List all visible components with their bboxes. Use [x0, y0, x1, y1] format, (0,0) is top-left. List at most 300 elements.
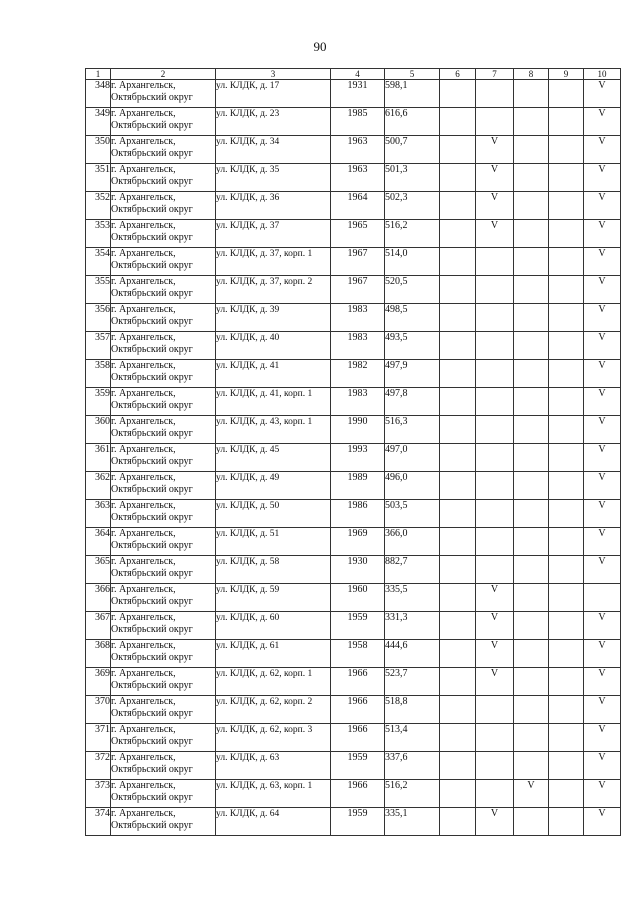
mark-col-8 — [514, 808, 549, 836]
column-number-header-row — [86, 69, 621, 80]
mark-col-6 — [440, 360, 476, 388]
mark-col-6 — [440, 584, 476, 612]
street-address: ул. КЛДК, д. 58 — [216, 556, 331, 584]
street-address: ул. КЛДК, д. 62, корп. 1 — [216, 668, 331, 696]
mark-col-10: V — [584, 332, 621, 360]
mark-col-6 — [440, 220, 476, 248]
mark-col-7 — [476, 248, 514, 276]
settlement-cell — [111, 332, 216, 360]
mark-col-9 — [549, 696, 584, 724]
mark-col-9 — [549, 668, 584, 696]
column-header: 5 — [385, 69, 440, 80]
city-name: г. Архангельск, — [111, 640, 176, 651]
area-value: 335,5 — [385, 584, 440, 612]
city-name: г. Архангельск, — [111, 556, 176, 567]
mark-col-9 — [549, 640, 584, 668]
mark-col-7: V — [476, 668, 514, 696]
street-address: ул. КЛДК, д. 60 — [216, 612, 331, 640]
mark-col-9 — [549, 192, 584, 220]
row-number: 370 — [86, 696, 111, 724]
settlement-cell — [111, 388, 216, 416]
construction-year: 1986 — [331, 500, 385, 528]
mark-col-7 — [476, 360, 514, 388]
mark-col-6 — [440, 472, 476, 500]
row-number: 372 — [86, 752, 111, 780]
mark-col-8 — [514, 444, 549, 472]
mark-col-6 — [440, 808, 476, 836]
district-name: Октябрьский округ — [111, 652, 193, 663]
city-name: г. Архангельск, — [111, 668, 176, 679]
mark-col-9 — [549, 360, 584, 388]
area-value: 496,0 — [385, 472, 440, 500]
area-value: 516,3 — [385, 416, 440, 444]
mark-col-7 — [476, 444, 514, 472]
district-name: Октябрьский округ — [111, 456, 193, 467]
mark-col-8 — [514, 696, 549, 724]
mark-col-9 — [549, 808, 584, 836]
city-name: г. Архангельск, — [111, 752, 176, 763]
table-row — [86, 332, 621, 360]
mark-col-9 — [549, 164, 584, 192]
district-name: Октябрьский округ — [111, 232, 193, 243]
city-name: г. Архангельск, — [111, 220, 176, 231]
mark-col-10: V — [584, 416, 621, 444]
city-name: г. Архангельск, — [111, 276, 176, 287]
mark-col-6 — [440, 528, 476, 556]
mark-col-10: V — [584, 192, 621, 220]
mark-col-9 — [549, 108, 584, 136]
street-address: ул. КЛДК, д. 41, корп. 1 — [216, 388, 331, 416]
row-number: 352 — [86, 192, 111, 220]
table-row — [86, 696, 621, 724]
mark-col-7: V — [476, 584, 514, 612]
construction-year: 1985 — [331, 108, 385, 136]
mark-col-9 — [549, 276, 584, 304]
district-name: Октябрьский округ — [111, 624, 193, 635]
area-value: 366,0 — [385, 528, 440, 556]
mark-col-9 — [549, 332, 584, 360]
district-name: Октябрьский округ — [111, 176, 193, 187]
mark-col-6 — [440, 80, 476, 108]
table-row — [86, 360, 621, 388]
settlement-cell — [111, 444, 216, 472]
settlement-cell — [111, 136, 216, 164]
city-name: г. Архангельск, — [111, 248, 176, 259]
construction-year: 1990 — [331, 416, 385, 444]
area-value: 503,5 — [385, 500, 440, 528]
mark-col-6 — [440, 108, 476, 136]
street-address: ул. КЛДК, д. 61 — [216, 640, 331, 668]
district-name: Октябрьский округ — [111, 792, 193, 803]
settlement-cell — [111, 556, 216, 584]
mark-col-7 — [476, 80, 514, 108]
mark-col-6 — [440, 556, 476, 584]
district-name: Октябрьский округ — [111, 260, 193, 271]
settlement-cell — [111, 500, 216, 528]
construction-year: 1966 — [331, 724, 385, 752]
mark-col-10: V — [584, 304, 621, 332]
row-number: 363 — [86, 500, 111, 528]
mark-col-6 — [440, 780, 476, 808]
row-number: 357 — [86, 332, 111, 360]
city-name: г. Архангельск, — [111, 360, 176, 371]
construction-year: 1958 — [331, 640, 385, 668]
city-name: г. Архангельск, — [111, 500, 176, 511]
district-name: Октябрьский округ — [111, 428, 193, 439]
settlement-cell — [111, 360, 216, 388]
district-name: Октябрьский округ — [111, 372, 193, 383]
table-row — [86, 808, 621, 836]
mark-col-8 — [514, 80, 549, 108]
city-name: г. Архангельск, — [111, 108, 176, 119]
mark-col-7: V — [476, 136, 514, 164]
mark-col-10: V — [584, 220, 621, 248]
mark-col-8 — [514, 556, 549, 584]
column-header: 2 — [111, 69, 216, 80]
city-name: г. Архангельск, — [111, 724, 176, 735]
city-name: г. Архангельск, — [111, 808, 176, 819]
street-address: ул. КЛДК, д. 37, корп. 2 — [216, 276, 331, 304]
mark-col-9 — [549, 80, 584, 108]
city-name: г. Архангельск, — [111, 780, 176, 791]
city-name: г. Архангельск, — [111, 584, 176, 595]
mark-col-8: V — [514, 780, 549, 808]
mark-col-9 — [549, 500, 584, 528]
mark-col-7 — [476, 388, 514, 416]
mark-col-7: V — [476, 640, 514, 668]
settlement-cell — [111, 640, 216, 668]
area-value: 331,3 — [385, 612, 440, 640]
area-value: 598,1 — [385, 80, 440, 108]
table-row — [86, 612, 621, 640]
settlement-cell — [111, 724, 216, 752]
mark-col-6 — [440, 612, 476, 640]
mark-col-10: V — [584, 780, 621, 808]
mark-col-6 — [440, 248, 476, 276]
district-name: Октябрьский округ — [111, 484, 193, 495]
mark-col-8 — [514, 724, 549, 752]
construction-year: 1965 — [331, 220, 385, 248]
city-name: г. Архангельск, — [111, 80, 176, 91]
mark-col-7 — [476, 416, 514, 444]
street-address: ул. КЛДК, д. 39 — [216, 304, 331, 332]
city-name: г. Архангельск, — [111, 304, 176, 315]
area-value: 502,3 — [385, 192, 440, 220]
mark-col-10: V — [584, 528, 621, 556]
construction-year: 1959 — [331, 808, 385, 836]
area-value: 501,3 — [385, 164, 440, 192]
area-value: 497,9 — [385, 360, 440, 388]
mark-col-10: V — [584, 248, 621, 276]
settlement-cell — [111, 276, 216, 304]
mark-col-7 — [476, 724, 514, 752]
mark-col-10 — [584, 584, 621, 612]
row-number: 365 — [86, 556, 111, 584]
mark-col-6 — [440, 136, 476, 164]
mark-col-8 — [514, 528, 549, 556]
mark-col-8 — [514, 220, 549, 248]
city-name: г. Архангельск, — [111, 612, 176, 623]
street-address: ул. КЛДК, д. 40 — [216, 332, 331, 360]
district-name: Октябрьский округ — [111, 148, 193, 159]
mark-col-7 — [476, 304, 514, 332]
row-number: 364 — [86, 528, 111, 556]
city-name: г. Архангельск, — [111, 192, 176, 203]
construction-year: 1931 — [331, 80, 385, 108]
construction-year: 1967 — [331, 248, 385, 276]
housing-registry-table — [85, 68, 621, 836]
street-address: ул. КЛДК, д. 59 — [216, 584, 331, 612]
mark-col-9 — [549, 528, 584, 556]
street-address: ул. КЛДК, д. 43, корп. 1 — [216, 416, 331, 444]
mark-col-6 — [440, 640, 476, 668]
mark-col-10: V — [584, 108, 621, 136]
construction-year: 1963 — [331, 164, 385, 192]
mark-col-6 — [440, 752, 476, 780]
row-number: 354 — [86, 248, 111, 276]
construction-year: 1983 — [331, 304, 385, 332]
district-name: Октябрьский округ — [111, 764, 193, 775]
district-name: Октябрьский округ — [111, 820, 193, 831]
district-name: Октябрьский округ — [111, 344, 193, 355]
street-address: ул. КЛДК, д. 34 — [216, 136, 331, 164]
mark-col-8 — [514, 640, 549, 668]
row-number: 353 — [86, 220, 111, 248]
mark-col-7 — [476, 556, 514, 584]
mark-col-9 — [549, 556, 584, 584]
mark-col-10: V — [584, 640, 621, 668]
street-address: ул. КЛДК, д. 63 — [216, 752, 331, 780]
mark-col-10: V — [584, 276, 621, 304]
row-number: 369 — [86, 668, 111, 696]
settlement-cell — [111, 808, 216, 836]
settlement-cell — [111, 192, 216, 220]
mark-col-8 — [514, 668, 549, 696]
row-number: 368 — [86, 640, 111, 668]
construction-year: 1963 — [331, 136, 385, 164]
mark-col-8 — [514, 416, 549, 444]
row-number: 371 — [86, 724, 111, 752]
column-header: 4 — [331, 69, 385, 80]
table-row — [86, 304, 621, 332]
row-number: 373 — [86, 780, 111, 808]
construction-year: 1982 — [331, 360, 385, 388]
row-number: 349 — [86, 108, 111, 136]
street-address: ул. КЛДК, д. 17 — [216, 80, 331, 108]
mark-col-6 — [440, 276, 476, 304]
row-number: 355 — [86, 276, 111, 304]
mark-col-9 — [549, 248, 584, 276]
city-name: г. Архангельск, — [111, 472, 176, 483]
row-number: 362 — [86, 472, 111, 500]
mark-col-9 — [549, 220, 584, 248]
column-header: 7 — [476, 69, 514, 80]
mark-col-9 — [549, 752, 584, 780]
row-number: 350 — [86, 136, 111, 164]
table-row — [86, 108, 621, 136]
mark-col-9 — [549, 612, 584, 640]
street-address: ул. КЛДК, д. 36 — [216, 192, 331, 220]
area-value: 520,5 — [385, 276, 440, 304]
area-value: 523,7 — [385, 668, 440, 696]
mark-col-8 — [514, 248, 549, 276]
mark-col-6 — [440, 668, 476, 696]
column-header: 9 — [549, 69, 584, 80]
mark-col-8 — [514, 108, 549, 136]
mark-col-6 — [440, 304, 476, 332]
construction-year: 1966 — [331, 780, 385, 808]
settlement-cell — [111, 752, 216, 780]
table-row — [86, 192, 621, 220]
settlement-cell — [111, 304, 216, 332]
column-header: 8 — [514, 69, 549, 80]
street-address: ул. КЛДК, д. 45 — [216, 444, 331, 472]
mark-col-6 — [440, 444, 476, 472]
mark-col-7: V — [476, 808, 514, 836]
mark-col-6 — [440, 192, 476, 220]
row-number: 351 — [86, 164, 111, 192]
mark-col-6 — [440, 724, 476, 752]
area-value: 337,6 — [385, 752, 440, 780]
mark-col-10: V — [584, 696, 621, 724]
area-value: 497,0 — [385, 444, 440, 472]
city-name: г. Архангельск, — [111, 332, 176, 343]
mark-col-6 — [440, 696, 476, 724]
row-number: 367 — [86, 612, 111, 640]
mark-col-8 — [514, 360, 549, 388]
settlement-cell — [111, 80, 216, 108]
mark-col-6 — [440, 164, 476, 192]
column-header: 6 — [440, 69, 476, 80]
mark-col-8 — [514, 472, 549, 500]
street-address: ул. КЛДК, д. 23 — [216, 108, 331, 136]
city-name: г. Архангельск, — [111, 388, 176, 399]
mark-col-9 — [549, 724, 584, 752]
mark-col-8 — [514, 164, 549, 192]
area-value: 498,5 — [385, 304, 440, 332]
district-name: Октябрьский округ — [111, 568, 193, 579]
mark-col-8 — [514, 752, 549, 780]
page-number: 90 — [313, 39, 327, 54]
mark-col-9 — [549, 472, 584, 500]
construction-year: 1969 — [331, 528, 385, 556]
row-number: 374 — [86, 808, 111, 836]
mark-col-10: V — [584, 808, 621, 836]
mark-col-6 — [440, 500, 476, 528]
mark-col-7 — [476, 500, 514, 528]
street-address: ул. КЛДК, д. 63, корп. 1 — [216, 780, 331, 808]
mark-col-7: V — [476, 612, 514, 640]
street-address: ул. КЛДК, д. 64 — [216, 808, 331, 836]
row-number: 366 — [86, 584, 111, 612]
area-value: 513,4 — [385, 724, 440, 752]
row-number: 348 — [86, 80, 111, 108]
mark-col-9 — [549, 584, 584, 612]
mark-col-9 — [549, 416, 584, 444]
construction-year: 1993 — [331, 444, 385, 472]
mark-col-10: V — [584, 136, 621, 164]
street-address: ул. КЛДК, д. 49 — [216, 472, 331, 500]
street-address: ул. КЛДК, д. 37, корп. 1 — [216, 248, 331, 276]
area-value: 616,6 — [385, 108, 440, 136]
table-row — [86, 416, 621, 444]
mark-col-10: V — [584, 668, 621, 696]
construction-year: 1960 — [331, 584, 385, 612]
street-address: ул. КЛДК, д. 51 — [216, 528, 331, 556]
table-row — [86, 724, 621, 752]
construction-year: 1964 — [331, 192, 385, 220]
area-value: 516,2 — [385, 780, 440, 808]
mark-col-9 — [549, 304, 584, 332]
settlement-cell — [111, 612, 216, 640]
district-name: Октябрьский округ — [111, 596, 193, 607]
district-name: Октябрьский округ — [111, 512, 193, 523]
mark-col-6 — [440, 388, 476, 416]
settlement-cell — [111, 220, 216, 248]
city-name: г. Архангельск, — [111, 136, 176, 147]
construction-year: 1966 — [331, 668, 385, 696]
construction-year: 1959 — [331, 752, 385, 780]
table-row — [86, 528, 621, 556]
mark-col-7 — [476, 780, 514, 808]
mark-col-10: V — [584, 612, 621, 640]
mark-col-10: V — [584, 164, 621, 192]
street-address: ул. КЛДК, д. 62, корп. 2 — [216, 696, 331, 724]
district-name: Октябрьский округ — [111, 680, 193, 691]
construction-year: 1967 — [331, 276, 385, 304]
row-number: 358 — [86, 360, 111, 388]
city-name: г. Архангельск, — [111, 164, 176, 175]
settlement-cell — [111, 696, 216, 724]
settlement-cell — [111, 164, 216, 192]
table-row — [86, 556, 621, 584]
district-name: Октябрьский округ — [111, 400, 193, 411]
settlement-cell — [111, 416, 216, 444]
area-value: 514,0 — [385, 248, 440, 276]
construction-year: 1983 — [331, 388, 385, 416]
area-value: 335,1 — [385, 808, 440, 836]
area-value: 493,5 — [385, 332, 440, 360]
mark-col-7 — [476, 276, 514, 304]
construction-year: 1930 — [331, 556, 385, 584]
mark-col-10: V — [584, 724, 621, 752]
street-address: ул. КЛДК, д. 37 — [216, 220, 331, 248]
area-value: 516,2 — [385, 220, 440, 248]
area-value: 444,6 — [385, 640, 440, 668]
district-name: Октябрьский округ — [111, 120, 193, 131]
area-value: 518,8 — [385, 696, 440, 724]
construction-year: 1989 — [331, 472, 385, 500]
mark-col-8 — [514, 136, 549, 164]
mark-col-6 — [440, 416, 476, 444]
settlement-cell — [111, 668, 216, 696]
mark-col-10: V — [584, 388, 621, 416]
mark-col-7: V — [476, 220, 514, 248]
row-number: 361 — [86, 444, 111, 472]
settlement-cell — [111, 780, 216, 808]
city-name: г. Архангельск, — [111, 444, 176, 455]
mark-col-9 — [549, 136, 584, 164]
table-row — [86, 668, 621, 696]
table-row — [86, 276, 621, 304]
mark-col-7 — [476, 752, 514, 780]
district-name: Октябрьский округ — [111, 540, 193, 551]
table-row — [86, 640, 621, 668]
mark-col-10: V — [584, 556, 621, 584]
row-number: 360 — [86, 416, 111, 444]
mark-col-7: V — [476, 164, 514, 192]
mark-col-9 — [549, 780, 584, 808]
